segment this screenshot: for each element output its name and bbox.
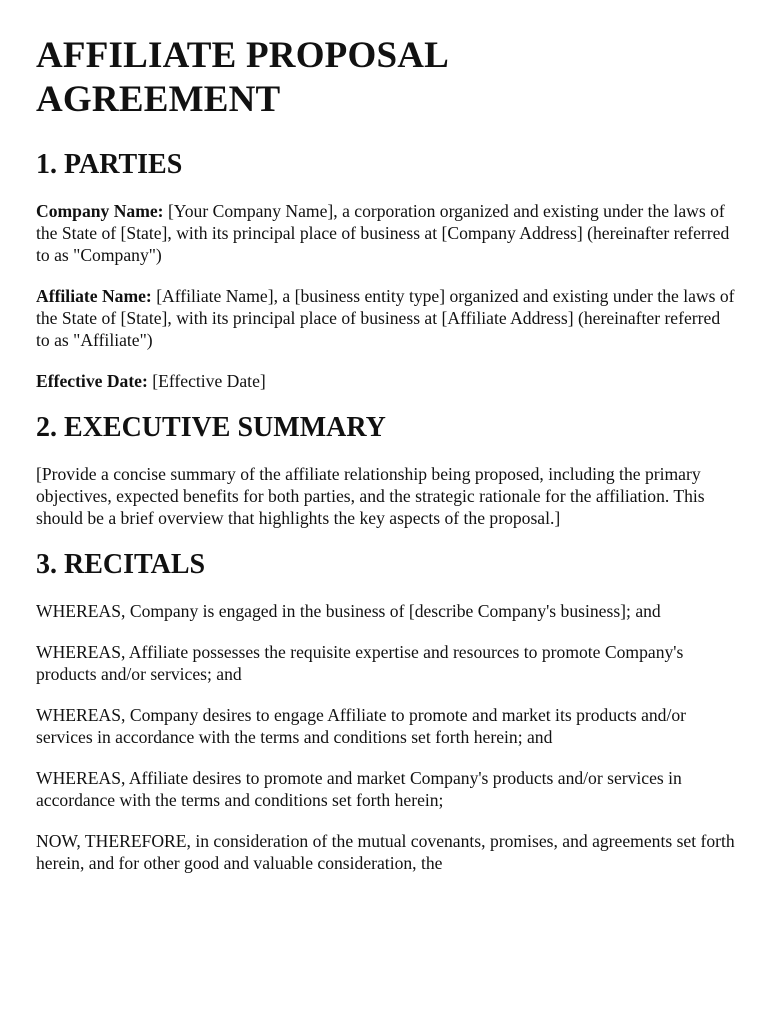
executive-summary-text: [Provide a concise summary of the affiliate relationship being proposed, including the primary objectives, expected benefits for both parties, and the strategic rationale for the affiliation. This should be a brief overview that highlights the key aspects of the proposal.] — [36, 464, 705, 528]
effective-date-text: [Effective Date] — [152, 371, 266, 391]
company-name-paragraph — [36, 200, 736, 266]
company-name-label: Company Name: — [36, 201, 164, 221]
effective-date-paragraph — [36, 370, 736, 392]
section-heading-parties: 1. PARTIES — [36, 149, 183, 180]
section-executive-summary — [36, 411, 736, 529]
document-title-line-2: AGREEMENT — [36, 79, 281, 120]
recital-paragraph-5: NOW, THEREFORE, in consideration of the mutual covenants, promises, and agreements set forth herein, and for other good and valuable consideration, the — [36, 831, 735, 873]
recital-paragraph-3: WHEREAS, Company desires to engage Affiliate to promote and market its products and/or services in accordance with the terms and conditions set forth herein; and — [36, 705, 687, 747]
document-title — [36, 34, 736, 122]
recital-paragraph-1: WHEREAS, Company is engaged in the business of [describe Company's business]; and — [36, 601, 661, 621]
affiliate-name-paragraph — [36, 285, 736, 351]
recital-paragraph-2: WHEREAS, Affiliate possesses the requisite expertise and resources to promote Company's products and/or services; and — [36, 642, 684, 684]
section-heading-recitals: 3. RECITALS — [36, 549, 206, 580]
section-recitals — [36, 548, 736, 874]
recital-paragraph-4: WHEREAS, Affiliate desires to promote and market Company's products and/or services in accordance with the terms and conditions set forth herein; — [36, 768, 682, 810]
company-name-text: [Your Company Name], a corporation organized and existing under the laws of the State of [State], with its principal place of business at [Company Address] (hereinafter referred to as "Company") — [36, 201, 730, 265]
effective-date-label: Effective Date: — [36, 371, 148, 391]
section-heading-executive-summary: 2. EXECUTIVE SUMMARY — [36, 412, 386, 443]
section-parties — [36, 148, 736, 392]
affiliate-name-text: [Affiliate Name], a [business entity type] organized and existing under the laws of the State of [State], with its principal place of business at [Affiliate Address] (hereinafter referred to as "Affiliate") — [36, 286, 735, 350]
affiliate-name-label: Affiliate Name: — [36, 286, 152, 306]
document-page — [36, 34, 736, 893]
document-title-line-1: AFFILIATE PROPOSAL — [36, 35, 450, 76]
